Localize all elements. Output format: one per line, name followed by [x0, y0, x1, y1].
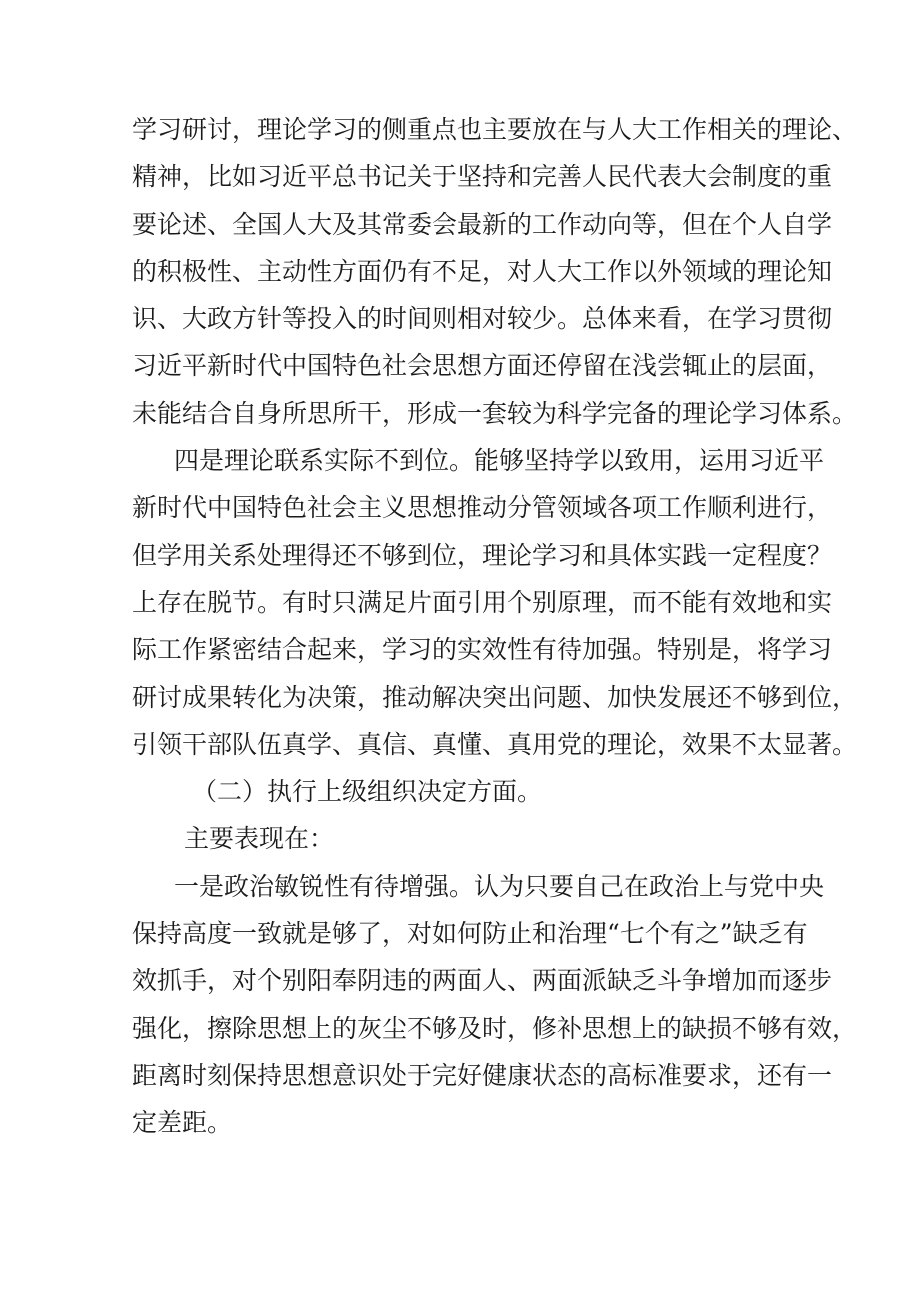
paragraph-line: 引领干部队伍真学、真信、真懂、真用党的理论，效果不太显著。	[132, 729, 858, 759]
paragraph-line: 效抓手，对个别阳奉阴违的两面人、两面派缺乏斗争增加而逐步	[132, 966, 833, 996]
paragraph-line: 强化，擦除思想上的灰尘不够及时，修补思想上的缺损不够有效，	[132, 1013, 858, 1043]
paragraph-line: 研讨成果转化为决策，推动解决突出问题、加快发展还不够到位，	[132, 682, 858, 712]
paragraph-line: 定差距。	[132, 1108, 233, 1138]
paragraph-line: 识、大政方针等投入的时间则相对较少。总体来看，在学习贯彻	[132, 304, 833, 334]
paragraph-line: 新时代中国特色社会主义思想推动分管领域各项工作顺利进行，	[132, 493, 833, 523]
paragraph-line: 但学用关系处理得还不够到位，理论学习和具体实践一定程度？	[132, 540, 833, 570]
paragraph-line: 习近平新时代中国特色社会思想方面还停留在浅尝辄止的层面，	[132, 351, 833, 381]
paragraph-line: 的积极性、主动性方面仍有不足，对人大工作以外领域的理论知	[132, 256, 833, 286]
paragraph-line: 要论述、全国人大及其常委会最新的工作动向等，但在个人自学	[132, 209, 833, 239]
paragraph-line: 际工作紧密结合起来，学习的实效性有待加强。特别是，将学习	[132, 635, 833, 665]
document-body	[132, 106, 858, 1147]
paragraph-line: 保持高度一致就是够了，对如何防止和治理“七个有之”缺乏有	[132, 919, 808, 949]
paragraph-line: 精神，比如习近平总书记关于坚持和完善人民代表大会制度的重	[132, 162, 833, 192]
paragraph-line: 距离时刻保持思想意识处于完好健康状态的高标准要求，还有一	[132, 1060, 833, 1090]
section-heading: （二）执行上级组织决定方面。	[192, 777, 543, 807]
paragraph-line: 学习研讨，理论学习的侧重点也主要放在与人大工作相关的理论、	[132, 115, 858, 144]
paragraph-line: 主要表现在：	[184, 824, 335, 854]
paragraph-line: 未能结合自身所思所干，形成一套较为科学完备的理论学习体系。	[132, 398, 858, 428]
paragraph-line: 一是政治敏锐性有待增强。认为只要自己在政治上与党中央	[174, 871, 825, 901]
paragraph-line: 四是理论联系实际不到位。能够坚持学以致用，运用习近平	[174, 446, 825, 476]
paragraph-line: 上存在脱节。有时只满足片面引用个别原理，而不能有效地和实	[132, 587, 833, 617]
